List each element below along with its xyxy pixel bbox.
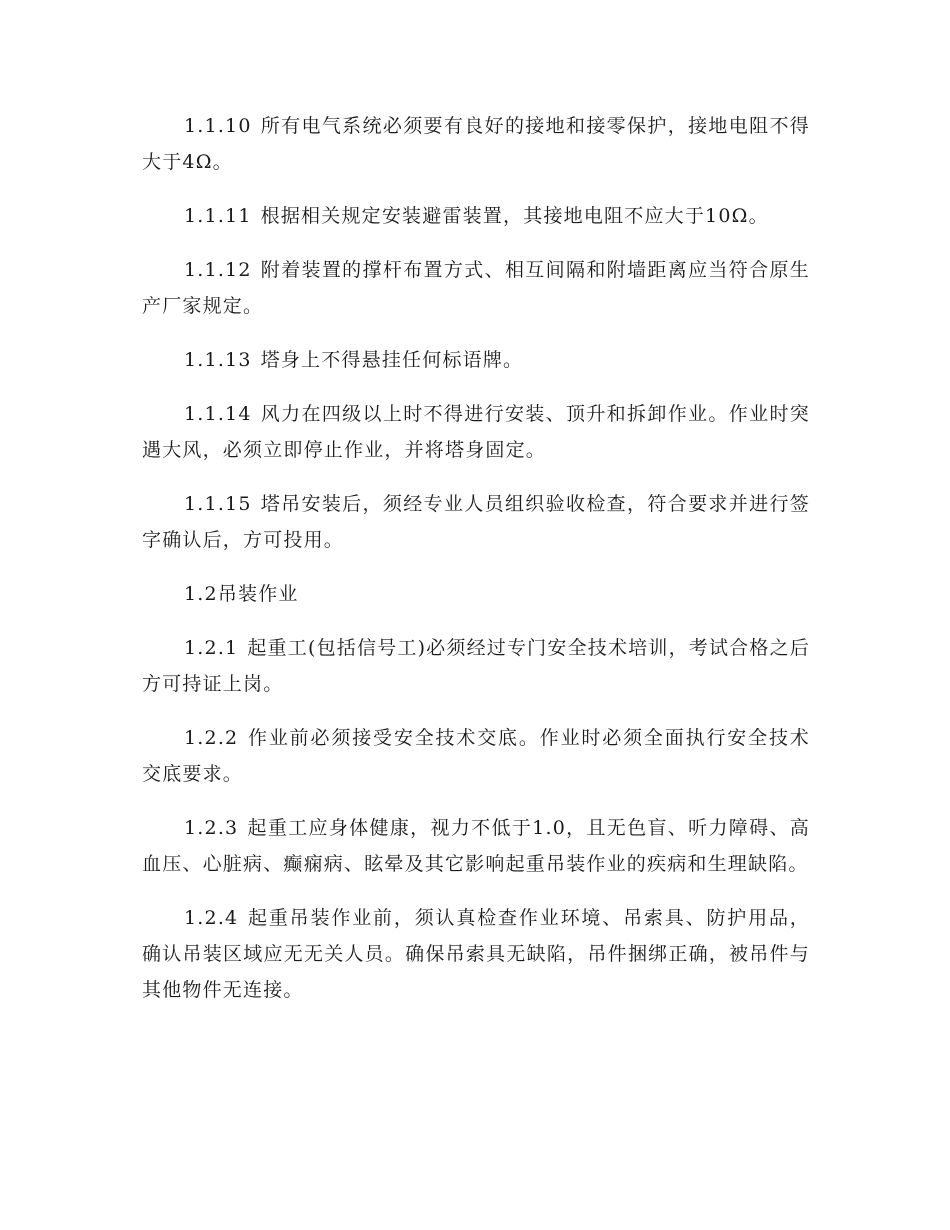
paragraph-1-2-3: [142, 810, 810, 882]
clause-text: 所有电气系统必须要有良好的接地和接零保护，接地电阻不得大于4Ω。: [142, 115, 810, 173]
clause-number: 1.1.13: [184, 349, 252, 371]
clause-text: 附着装置的撑杆布置方式、相互间隔和附墙距离应当符合原生产厂家规定。: [142, 259, 810, 317]
clause-text: 起重吊装作业前，须认真检查作业环境、吊索具、防护用品，确认吊装区域应无无关人员。确保吊索具无缺陷，吊件捆绑正确，被吊件与其他物件无连接。: [142, 907, 810, 1001]
section-heading-1-2: [142, 576, 810, 612]
clause-text: 塔吊安装后，须经专业人员组织验收检查，符合要求并进行签字确认后，方可投用。: [142, 493, 810, 551]
paragraph-1-1-14: [142, 396, 810, 468]
paragraph-1-1-12: [142, 252, 810, 324]
clause-text: 起重工(包括信号工)必须经过专门安全技术培训，考试合格之后方可持证上岗。: [142, 637, 810, 695]
clause-text: 根据相关规定安装避雷装置，其接地电阻不应大于10Ω。: [260, 205, 769, 227]
section-title: 吊装作业: [217, 583, 299, 605]
paragraph-1-2-1: [142, 630, 810, 702]
body-text: [142, 108, 810, 1026]
paragraph-1-1-10: [142, 108, 810, 180]
clause-number: 1.2.2: [184, 727, 239, 749]
clause-number: 1.1.14: [184, 403, 252, 425]
clause-number: 1.2.3: [184, 817, 239, 839]
clause-number: 1.1.10: [184, 115, 252, 137]
paragraph-1-1-13: [142, 342, 810, 378]
clause-number: 1.1.12: [184, 259, 252, 281]
paragraph-1-1-15: [142, 486, 810, 558]
clause-number: 1.2.4: [184, 907, 239, 929]
clause-text: 作业前必须接受安全技术交底。作业时必须全面执行安全技术交底要求。: [142, 727, 810, 785]
clause-text: 起重工应身体健康，视力不低于1.0，且无色盲、听力障碍、高血压、心脏病、癫痫病、眩晕及其它影响起重吊装作业的疾病和生理缺陷。: [142, 817, 810, 875]
clause-text: 塔身上不得悬挂任何标语牌。: [260, 349, 524, 371]
clause-text: 风力在四级以上时不得进行安装、顶升和拆卸作业。作业时突遇大风，必须立即停止作业，并将塔身固定。: [142, 403, 810, 461]
clause-number: 1.1.11: [184, 205, 252, 227]
section-number: 1.2: [184, 583, 218, 605]
paragraph-1-2-2: [142, 720, 810, 792]
clause-number: 1.1.15: [184, 493, 252, 515]
paragraph-1-1-11: [142, 198, 810, 234]
paragraph-1-2-4: [142, 900, 810, 1008]
clause-number: 1.2.1: [184, 637, 239, 659]
